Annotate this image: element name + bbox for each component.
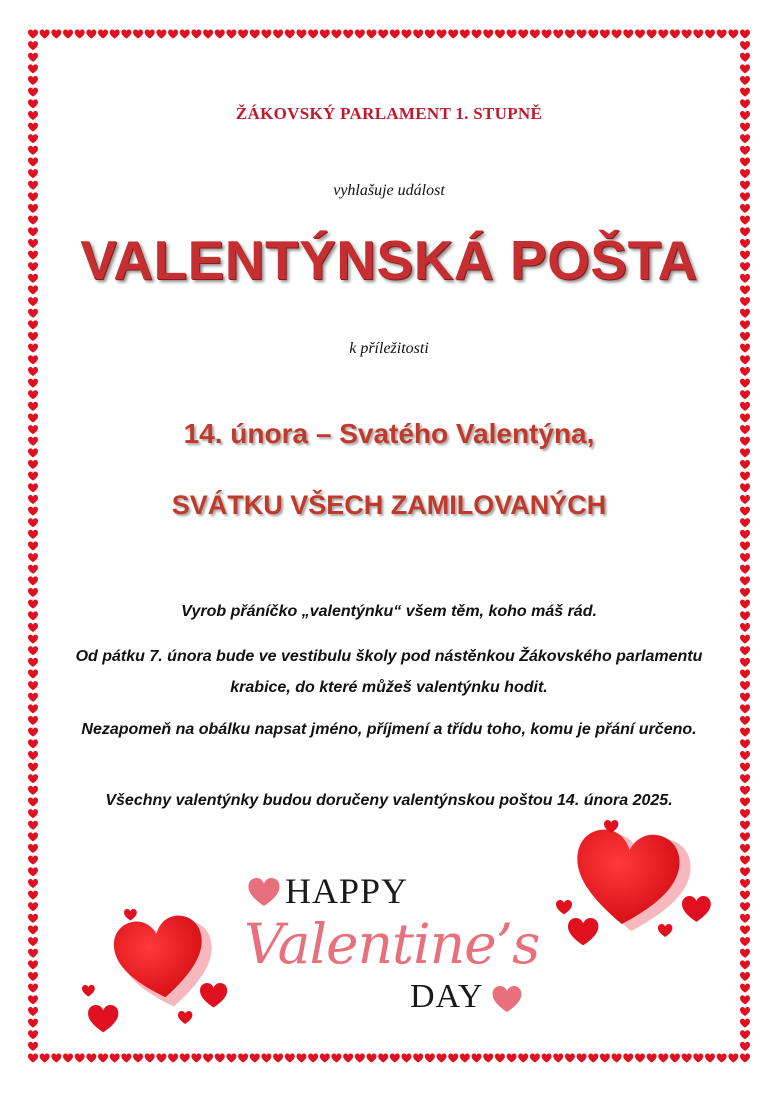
heart-icon [156,1054,166,1063]
heart-icon [740,623,750,632]
heart-icon [28,926,38,935]
heart-icon [250,1054,260,1063]
heart-icon [437,30,447,39]
heart-icon [28,751,38,760]
heart-icon [28,704,38,713]
heart-icon [740,867,750,876]
heart-icon [437,1054,447,1063]
heart-icon [740,53,750,62]
heart-icon [331,1054,341,1063]
heart-icon [178,1011,192,1024]
heart-icon [425,1054,435,1063]
heart-icon [331,30,341,39]
heart-icon [740,1054,750,1063]
heart-icon [740,704,750,713]
heart-icon [425,30,435,39]
heart-icon [308,30,318,39]
heart-icon [740,88,750,97]
heart-icon [740,856,750,865]
heart-icon [28,1019,38,1028]
heart-icon [693,1054,703,1063]
heart-icon [248,878,280,906]
heart-icon [110,1054,120,1063]
instruction-paragraph: Vyrob přáníčko „valentýnku“ všem těm, koho máš rád. [181,603,597,620]
heart-icon [542,1054,552,1063]
heart-icon [740,844,750,853]
heart-icon [740,1019,750,1028]
heart-icon [28,53,38,62]
heart-icon [740,670,750,679]
heart-cluster-right [550,820,720,955]
heart-icon [460,30,470,39]
heart-icon [740,902,750,911]
heart-icon [308,1054,318,1063]
heart-icon [28,972,38,981]
heart-icon [460,1054,470,1063]
heart-cluster-left [78,905,248,1045]
holiday-heading: SVÁTKU VŠECH ZAMILOVANÝCH [171,490,607,520]
heart-icon [740,309,750,318]
heart-icon [28,798,38,807]
heart-icon [200,983,227,1007]
heart-icon [740,297,750,306]
heart-icon [635,30,645,39]
heart-icon [740,76,750,85]
heart-icon [740,216,750,225]
heart-icon [740,367,750,376]
heart-icon [28,309,38,318]
heart-icon [191,30,201,39]
heart-icon [226,30,236,39]
heart-icon [740,379,750,388]
heart-icon [82,985,95,997]
event-title: VALENTÝNSKÁ POŠTA [80,229,698,291]
heart-icon [28,367,38,376]
heart-icon [28,832,38,841]
heart-icon [556,900,572,914]
heart-icon [28,844,38,853]
heart-icon [28,856,38,865]
announcement-subheading: vyhlašuje událost [333,182,445,199]
heart-icon [28,809,38,818]
heart-icon [28,774,38,783]
heart-icon [88,1005,118,1032]
heart-icon [28,169,38,178]
heart-icon [740,542,750,551]
heart-icon [28,739,38,748]
heart-icon [28,960,38,969]
heart-icon [28,949,38,958]
heart-icon [390,30,400,39]
heart-icon [740,972,750,981]
heart-icon [28,1042,38,1051]
heart-icon [577,30,587,39]
heart-icon [28,402,38,411]
heart-icon [507,30,517,39]
heart-icon [565,30,575,39]
heart-icon [413,30,423,39]
heart-icon [121,30,131,39]
heart-icon [28,88,38,97]
date-heading: 14. února – Svatého Valentýna, [183,418,595,449]
heart-icon [717,1054,727,1063]
heart-icon [600,1054,610,1063]
heart-icon [740,809,750,818]
heart-icon [28,658,38,667]
heart-icon [740,460,750,469]
heart-icon [110,30,120,39]
heart-icon [63,30,73,39]
heart-icon [145,30,155,39]
heart-icon [203,30,213,39]
heart-icon [366,1054,376,1063]
heart-icon [378,30,388,39]
heart-icon [168,1054,178,1063]
heart-icon [273,30,283,39]
heart-icon [124,909,137,921]
logo-valentines-text: Valentine’s [244,912,540,976]
heart-icon [658,30,668,39]
heart-icon [320,1054,330,1063]
organizer-heading: ŽÁKOVSKÝ PARLAMENT 1. STUPNĚ [235,104,543,123]
heart-icon [740,891,750,900]
heart-icon [28,763,38,772]
heart-icon [28,914,38,923]
heart-icon [717,30,727,39]
heart-icon [658,924,672,937]
heart-icon [635,1054,645,1063]
heart-icon [28,600,38,609]
heart-icon [28,1007,38,1016]
heart-icon [75,1054,85,1063]
heart-icon [28,693,38,702]
heart-icon [180,1054,190,1063]
heart-icon [740,588,750,597]
heart-icon [647,30,657,39]
heart-icon [343,1054,353,1063]
heart-icon [740,64,750,73]
heart-icon [740,134,750,143]
heart-icon [588,1054,598,1063]
heart-icon [28,576,38,585]
heart-icon [740,320,750,329]
heart-icon [705,1054,715,1063]
heart-icon [28,216,38,225]
heart-icon [728,30,738,39]
heart-icon [203,1054,213,1063]
heart-icon [63,1054,73,1063]
heart-icon [320,30,330,39]
heart-icon [28,565,38,574]
heart-icon [740,751,750,760]
heart-icon [28,623,38,632]
heart-icon [740,1042,750,1051]
heart-icon [740,832,750,841]
heart-icon [40,1054,50,1063]
heart-icon [273,1054,283,1063]
heart-icon [121,1054,131,1063]
heart-icon [378,1054,388,1063]
heart-icon [51,30,61,39]
heart-icon [612,30,622,39]
heart-icon [740,774,750,783]
heart-icon [693,30,703,39]
heart-icon [472,1054,482,1063]
heart-icon [518,30,528,39]
heart-icon [343,30,353,39]
heart-icon [670,30,680,39]
heart-icon [740,390,750,399]
heart-icon [740,728,750,737]
heart-icon [413,1054,423,1063]
heart-icon [355,30,365,39]
heart-icon [28,902,38,911]
heart-icon [553,1054,563,1063]
heart-icon [705,30,715,39]
heart-icon [740,1030,750,1039]
heart-icon [28,1030,38,1039]
heart-icon [740,402,750,411]
heart-icon [28,937,38,946]
heart-icon [448,1054,458,1063]
instruction-paragraph: Nezapomeň na obálku napsat jméno, příjmení a třídu toho, komu je přání určeno. [81,721,697,738]
heart-icon [492,986,522,1012]
heart-icon [740,926,750,935]
heart-icon [670,1054,680,1063]
heart-icon [28,64,38,73]
heart-icon [740,41,750,50]
heart-icon [28,390,38,399]
heart-icon [28,728,38,737]
heart-icon [28,821,38,830]
heart-icon [238,1054,248,1063]
heart-icon [28,611,38,620]
heart-icon [658,1054,668,1063]
heart-icon [296,1054,306,1063]
heart-icon [28,460,38,469]
heart-icon [28,984,38,993]
heart-icon [145,1054,155,1063]
heart-icon [28,472,38,481]
heart-icon [740,984,750,993]
heart-icon [728,1054,738,1063]
heart-icon [740,681,750,690]
heart-icon [600,30,610,39]
heart-icon [28,891,38,900]
heart-icon [740,786,750,795]
heart-icon [28,588,38,597]
heart-icon [565,1054,575,1063]
heart-icon [740,472,750,481]
heart-icon [740,949,750,958]
heart-icon [740,169,750,178]
heart-icon [740,693,750,702]
heart-icon [448,30,458,39]
heart-icon [28,646,38,655]
heart-icon [98,1054,108,1063]
heart-icon [402,1054,412,1063]
heart-icon [191,1054,201,1063]
heart-icon [28,553,38,562]
logo-day-text: DAY [410,978,484,1015]
heart-icon [28,542,38,551]
heart-icon [28,716,38,725]
heart-icon [740,530,750,539]
heart-icon [682,896,711,922]
heart-icon [226,1054,236,1063]
heart-icon [28,134,38,143]
heart-icon [111,913,209,1004]
heart-icon [40,30,50,39]
heart-icon [390,1054,400,1063]
heart-icon [215,1054,225,1063]
heart-icon [28,681,38,690]
heart-icon [483,30,493,39]
heart-icon [740,960,750,969]
heart-icon [156,30,166,39]
heart-icon [740,635,750,644]
heart-icon [553,30,563,39]
heart-icon [740,821,750,830]
heart-icon [28,76,38,85]
heart-icon [740,798,750,807]
heart-icon [28,879,38,888]
heart-icon [133,30,143,39]
heart-icon [28,146,38,155]
heart-icon [75,30,85,39]
instruction-paragraph: Všechny valentýnky budou doručeny valentýnskou poštou 14. února 2025. [105,792,673,809]
heart-icon [530,30,540,39]
heart-icon [355,1054,365,1063]
heart-icon [28,635,38,644]
heart-icon [366,30,376,39]
heart-icon [28,530,38,539]
heart-icon [647,1054,657,1063]
heart-icon [28,41,38,50]
heart-icon [28,158,38,167]
heart-icon [623,30,633,39]
heart-icon [740,158,750,167]
heart-icon [740,576,750,585]
heart-icon [98,30,108,39]
heart-icon [740,565,750,574]
heart-icon [740,611,750,620]
heart-icon [568,918,598,945]
heart-icon [285,1054,295,1063]
heart-icon [740,879,750,888]
heart-icon [740,914,750,923]
heart-icon [28,204,38,213]
logo-happy-text: HAPPY [285,871,409,911]
heart-icon [28,320,38,329]
heart-icon [402,30,412,39]
heart-icon [495,1054,505,1063]
heart-icon [530,1054,540,1063]
heart-icon [740,716,750,725]
heart-icon [28,379,38,388]
heart-icon [740,658,750,667]
heart-icon [542,30,552,39]
heart-icon [740,646,750,655]
heart-icon [168,30,178,39]
heart-icon [261,1054,271,1063]
heart-icon [740,739,750,748]
heart-icon [250,30,260,39]
heart-icon [682,30,692,39]
heart-icon [740,763,750,772]
heart-icon [28,867,38,876]
heart-icon [740,204,750,213]
heart-icon [238,30,248,39]
heart-icon [483,1054,493,1063]
heart-icon [740,995,750,1004]
heart-icon [507,1054,517,1063]
heart-icon [261,30,271,39]
heart-icon [28,670,38,679]
heart-icon [612,1054,622,1063]
heart-icon [740,937,750,946]
heart-icon [180,30,190,39]
occasion-text: k příležitosti [349,340,429,357]
heart-icon [133,1054,143,1063]
heart-icon [296,30,306,39]
heart-icon [215,30,225,39]
heart-icon [682,1054,692,1063]
heart-icon [472,30,482,39]
heart-icon [28,995,38,1004]
heart-icon [740,146,750,155]
heart-icon [740,553,750,562]
heart-icon [740,30,750,39]
heart-icon [28,1054,38,1063]
heart-icon [86,1054,96,1063]
heart-icon [577,1054,587,1063]
heart-icon [740,1007,750,1016]
heart-icon [86,30,96,39]
heart-icon [623,1054,633,1063]
heart-icon [518,1054,528,1063]
heart-icon [28,30,38,39]
heart-icon [28,786,38,795]
instruction-paragraph: Od pátku 7. února bude ve vestibulu školy pod nástěnkou Žákovského parlamentu krabice, do které můžeš valentýnku hodit. [75,648,703,696]
heart-icon [28,297,38,306]
heart-icon [285,30,295,39]
heart-icon [495,30,505,39]
heart-icon [740,600,750,609]
heart-icon [51,1054,61,1063]
heart-icon [588,30,598,39]
